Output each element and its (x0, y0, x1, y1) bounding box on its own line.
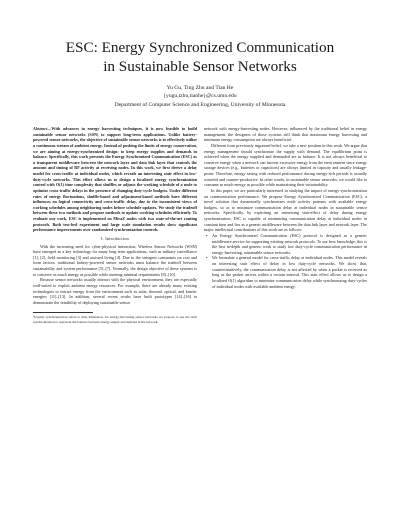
contribution-item: • An Energy Synchronized Communication (ESC) protocol is designed as a generic middleware service for supporting existing network protocols. To our best knowledge, this is the first in-depth and generic work to study low duty-cycle communication performance in energy-harvesting, sustainable sensor networks. (212, 233, 367, 256)
author-block (0, 84, 400, 109)
title-line-1: ESC: Energy Synchronized Communication (65, 39, 335, 56)
title-line-2: in Sustainable Sensor Networks (103, 58, 297, 75)
author-names: Yu Gu, Ting Zhu and Tian He (166, 85, 234, 91)
contribution-item: • We formulate a general model for cross-traffic delay at individual nodes. This model reveals an interesting stair effect of delay in low duty-cycle networks. We show that, counterintuitively, the communication delay is not affected by when a packet is received as long as the packet arrives within a certain interval. This stair effect allows us to design a localized O(1) algorithm to minimize communication delay while synchronizing duty-cycles of individual nodes with available ambient energy. (212, 255, 367, 289)
intro-paragraph-2: Because sensor networks usually interact with the physical environment, they are especially well-suited to exploit ambient energy resources. For example, there are already many existing technologies to extract energy from the environment such as solar, thermal, optical, and kinetic energies [11]–[13]. In addition, several recent works have built prototypes [14]–[16] to demonstrate the feasibility of deploying sustainable sensor (33, 277, 197, 305)
right-column (204, 126, 367, 289)
right-paragraph-2: Different from previously ingrained belief, we take a new position in this work. We argue that energy management should synchronize the supply with demand. The equilibrium point is achieved when the energy supplied and demanded are in balance. It is not always beneficial to conserve energy when a network can harvest excessive energy from the environment since energy storage devices (e.g., batteries or capacitors) are always limited in capacity and usually leakage-prone. Therefore, energy saving with reduced performance during energy-rich periods is actually wasteful and counter-productive. In other words, in sustainable sensor networks, we would like to consume as much energy as possible while maintaining their sustainability. (204, 142, 367, 188)
footnote: ¹Usually synchronization refers to time dimension, for energy-harvesting sensor networks we propose to use the term synchronization to represent the balance between energy supply and demand in the network. (33, 315, 197, 324)
intro-paragraph-1: With the increasing need for cyber-physical interaction, Wireless Sensor Networks (WSN) have emerged as a key technology for many long-term applications, such as military surveillance [1], [2], field monitoring [3] and assisted living [4]. Due to the stringent constraints on cost and form factors, traditional battery-powered sensor networks must balance the tradeoff between sustainability and system performance [5]–[7]. Normally, the design objective of these systems is to conserve as much energy as possible while meeting minimal requirements [8]–[10]. (33, 243, 197, 277)
footnote-divider (33, 312, 93, 313)
right-paragraph-3: In this paper, we are particularly interested in studying the impact of energy synchronization on communication performance. We propose Energy Synchronized Communication (ESC), a novel solution that dynamically synchronizes node activity patterns with available energy budgets, so as to minimize communication delay at individual nodes in sustainable sensor networks. Specifically, by exploiting an interesting stair-effect of delay during energy synchronization, ESC is capable of minimizing communication delay at individual nodes in constant time and lies as a generic middleware between the data link layer and network layer. The major intellectual contributions of this work are as follows: (204, 187, 367, 233)
left-column (33, 126, 197, 325)
abstract-label: Abstract (33, 126, 48, 131)
author-affiliation: Department of Computer Science and Engineering, University of Minnesota (114, 101, 286, 108)
contributions-list (204, 233, 367, 289)
right-paragraph-1: network with energy-harvesting nodes. However, influenced by the traditional belief in energy management, the designers of those systems still think that maximum energy harvesting and minimum energy consumption are always beneficial. (204, 126, 367, 143)
abstract-text: —With advances in energy harvesting techniques, it is now feasible to build sustainable sensor networks (SSN) to support long-term applications. Unlike battery-powered sensor networks, the objective of sustainable sensor networks is to effectively utilize a continuous stream of ambient energy. Instead of pushing the limits of energy conservation, we are aiming at energy-synchronized design: to keep energy supplies and demands in balance. Specifically, this work presents the Energy Synchronized Communication (ESC) as a transparent middleware between the network layer and data link layer that controls the amount and timing of RF activity at receiving nodes. In this work, we first derive a delay model for cross-traffic at individual nodes, which reveals an interesting stair effect in low-duty-cycle networks. This effect allows us to design a localized energy synchronization control with O(1) time complexity that shuffles or adjusts the working schedule of a node to optimize cross-traffic delays in the presence of changing duty-cycle budgets. Under different rates of energy fluctuations, shuffle-based and adjustment-based methods have different influences on logical connectivity and cross-traffic delay, due to the inconsistent views of working schedules among neighboring nodes before schedule updates. We study the tradeoff between these two methods and propose methods to update working schedules efficiently. To evaluate our work, ESC is implemented on MicaZ nodes with two state-of-the-art routing protocols. Both test-bed experiment and large scale simulation results show significant performance improvements over randomized synchronization controls. (33, 126, 197, 233)
section-heading-introduction: I. Introduction (101, 235, 129, 241)
author-emails: {yugu,tzhu,tianhe}@cs.umn.edu (163, 93, 237, 100)
abstract (33, 126, 197, 233)
paper-title (0, 38, 400, 76)
